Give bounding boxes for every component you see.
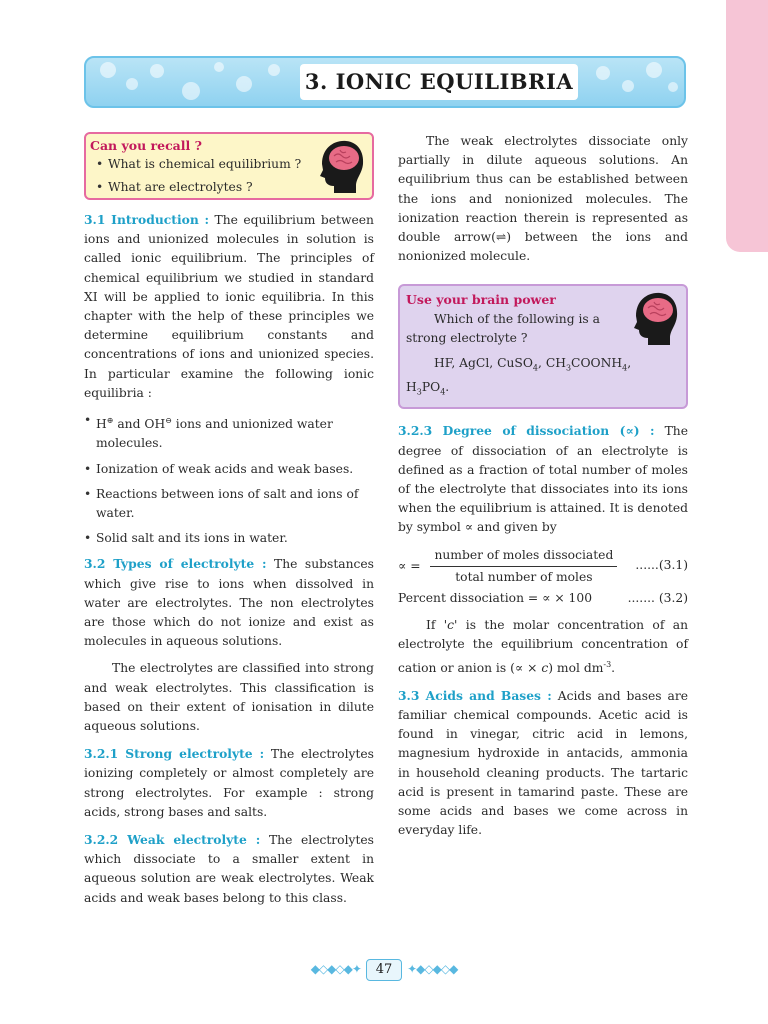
recall-title: Can you recall ?	[90, 138, 202, 153]
equation-fraction	[430, 546, 617, 587]
degree-heading: 3.2.3 Degree of dissociation (∝) :	[398, 423, 655, 439]
equation-lhs: ∝ =	[398, 558, 421, 573]
species-text: .	[445, 379, 450, 394]
list-item: • Solid salt and its ions in water.	[84, 529, 374, 548]
subscript: 4	[622, 363, 628, 373]
ornament-icon: ✦◆◇◆◇◆	[407, 961, 458, 976]
types-text: The substances which give rise to ions when dissolved in water are electrolytes. The non electrolytes are those which do not ionize and exist as molecules in aqueous solutions.	[84, 557, 374, 649]
brain-power-question: Which of the following is a strong electrolyte ?	[406, 311, 600, 345]
recall-item: • What are electrolytes ?	[96, 178, 364, 197]
subscript: 3	[416, 387, 422, 397]
species-text: , H	[406, 356, 632, 394]
brain-head-icon	[314, 138, 366, 194]
page-footer	[0, 958, 768, 982]
degree-text: The degree of dissociation of an electrolyte is defined as a fraction of total number of moles of the electrolyte that dissociates into its ions when the equilibrium is attained. It is denoted by symbol ∝ and given by	[398, 424, 688, 535]
weak-text: The electrolytes which dissociate to a smaller extent in aqueous solution are weak electrolytes. Weak acids and weak bases belong to this class.	[84, 832, 374, 905]
species-text: HF, AgCl, CuSO	[434, 356, 533, 371]
types-paragraph	[84, 554, 374, 651]
types-paragraph-2: The electrolytes are classified into strong and weak electrolytes. This classification is based on their extent of ionisation in dilute aqueous solutions.	[84, 661, 374, 733]
paragraph-text: ) between the ions and nonionized molecule.	[398, 230, 689, 264]
equation-3-2	[398, 589, 688, 608]
list-item: • Reactions between ions of salt and ions of water.	[84, 485, 374, 523]
intro-heading: 3.1 Introduction :	[84, 212, 210, 227]
types-heading: 3.2 Types of electrolyte :	[84, 556, 267, 572]
intro-text: The equilibrium between ions and unionized molecules in solution is called ionic equilibrium. The principles of chemical equilibrium we studied in standard XI will be applied to ionic equilibria. In this chapter with the help of these principles we determine equilibrium constants and concentrations of ions and unionized species. In particular examine the following ionic equilibria :	[84, 213, 374, 400]
title-banner	[84, 56, 686, 108]
page-number: 47	[366, 959, 402, 981]
weak-heading: 3.2.2 Weak electrolyte :	[84, 831, 261, 847]
chapter-side-tab	[726, 0, 768, 252]
species-text: COONH	[571, 356, 623, 371]
double-arrow-symbol: ⇌	[495, 230, 507, 245]
variable-c: c	[447, 618, 455, 633]
subscript: 4	[532, 363, 538, 373]
superscript: -3	[603, 659, 612, 669]
list-item-text: ions and unionized water molecules.	[96, 417, 333, 451]
list-item-text: and OH	[113, 417, 166, 432]
paragraph-text: If '	[426, 618, 448, 633]
strong-heading: 3.2.1 Strong electrolyte :	[84, 746, 265, 762]
equation-3-1	[398, 546, 688, 587]
subscript: 3	[565, 363, 572, 373]
recall-item: • What is chemical equilibrium ?	[96, 155, 364, 174]
acids-heading: 3.3 Acids and Bases :	[398, 687, 552, 703]
species-text: PO	[421, 379, 441, 394]
list-item-text: H	[96, 417, 107, 432]
acids-text: Acids and bases are familiar chemical compounds. Acetic acid is found in vinegar, citric acid in lemons, magnesium hydroxide in antacids, ammonia in household cleaning products. The tartaric acid is present in tamarind paste. These are some acids and bases we come across in everyday life.	[398, 688, 688, 838]
degree-paragraph	[398, 421, 688, 537]
paragraph-text: ' is the molar concentration of an electrolyte the equilibrium concentration of cation or anion is (∝ ×	[398, 618, 688, 675]
brain-power-box	[398, 284, 688, 409]
equation-tag: ......(3.1)	[635, 557, 688, 572]
weak-electrolyte-paragraph	[398, 132, 688, 266]
fraction-numerator: number of moles dissociated	[430, 546, 617, 567]
ornament-icon: ◆◇◆◇◆✦	[310, 961, 361, 976]
brain-power-title: Use your brain power	[406, 292, 556, 308]
paragraph-text: .	[611, 660, 616, 675]
recall-box	[84, 132, 374, 200]
weak-paragraph	[84, 830, 374, 908]
species-text: , CH	[538, 356, 566, 371]
chapter-title: 3. IONIC EQUILIBRIA	[300, 64, 578, 100]
brain-power-species	[406, 354, 678, 401]
left-column	[84, 132, 374, 916]
charge-sup: ⊖	[165, 416, 172, 426]
acids-paragraph	[398, 686, 688, 841]
list-item: • Ionization of weak acids and weak bases.	[84, 460, 374, 479]
brain-head-icon	[628, 290, 680, 346]
strong-paragraph	[84, 744, 374, 822]
intro-paragraph	[84, 210, 374, 403]
equation-tag: ....... (3.2)	[627, 590, 688, 605]
paragraph-text: The weak electrolytes dissociate only partially in dilute aqueous solutions. An equilibrium thus can be established between the ions and nonionized molecules. The ionization reaction therein is represented as double arrow(	[398, 134, 688, 245]
strong-text: The electrolytes ionizing completely or almost completely are strong electrolytes. For example : strong acids, strong bases and salts.	[84, 747, 374, 819]
right-column	[398, 132, 688, 849]
list-item	[84, 411, 374, 454]
charge-sup: ⊕	[106, 416, 114, 426]
variable-c: c	[541, 660, 549, 675]
fraction-denominator: total number of moles	[455, 569, 593, 584]
subscript: 4	[440, 387, 446, 397]
equilibria-list	[84, 411, 374, 548]
molar-concentration-paragraph	[398, 616, 688, 678]
paragraph-text: ) mol dm	[548, 660, 604, 675]
equation-text: Percent dissociation = ∝ × 100	[398, 590, 593, 605]
